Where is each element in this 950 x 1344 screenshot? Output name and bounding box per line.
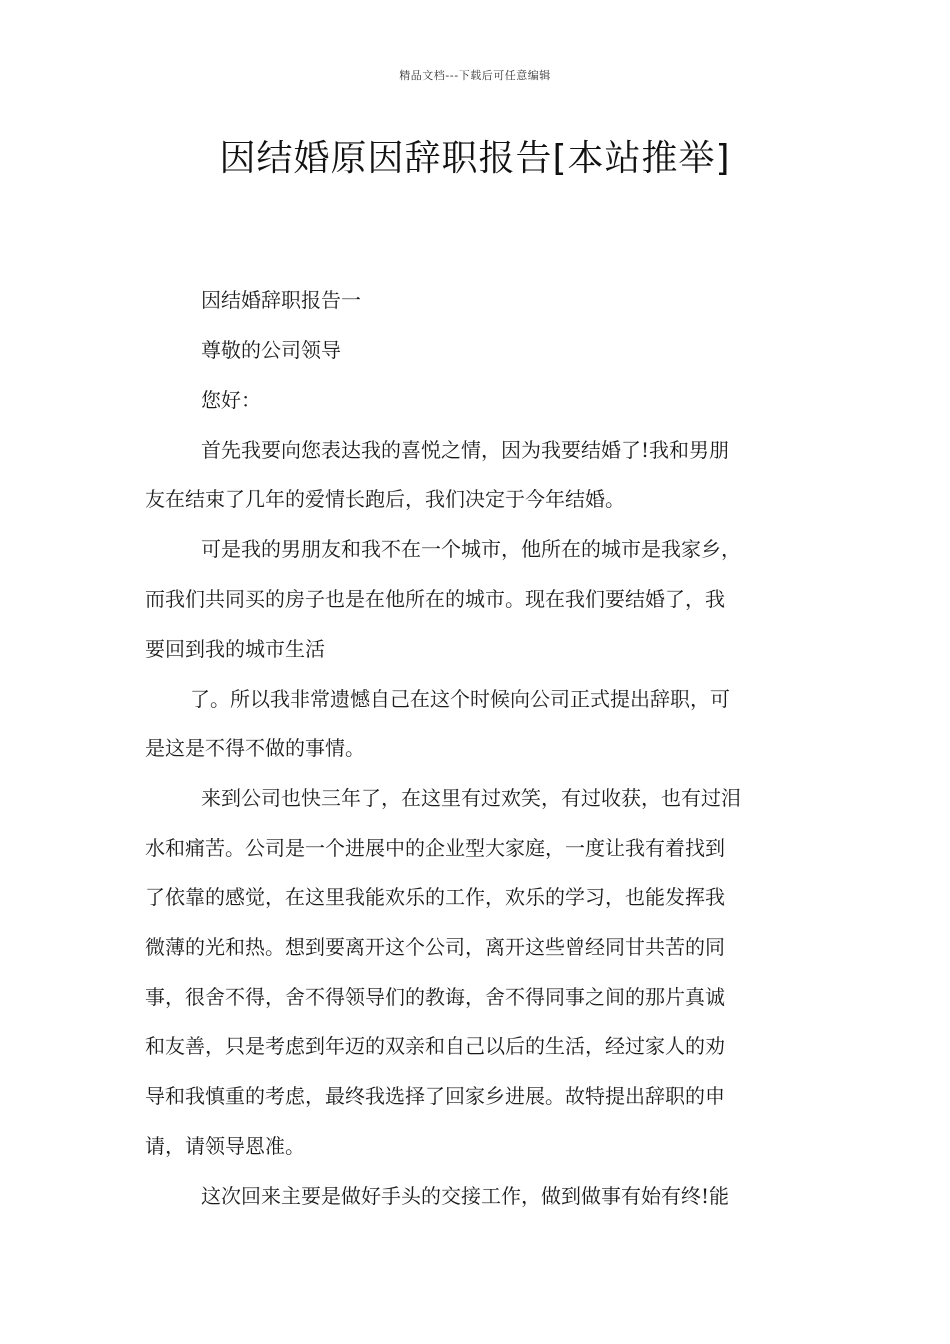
salutation: 尊敬的公司领导 (201, 338, 341, 362)
body-line: 是这是不得不做的事情。 (145, 736, 365, 760)
body-line: 了依靠的感觉，在这里我能欢乐的工作，欢乐的学习，也能发挥我 (145, 885, 725, 909)
body-line: 这次回来主要是做好手头的交接工作，做到做事有始有终!能 (201, 1184, 730, 1208)
body-line: 来到公司也快三年了，在这里有过欢笑，有过收获，也有过泪 (201, 786, 741, 810)
page-header: 精品文档---下载后可任意编辑 (399, 69, 551, 82)
document-title: 因结婚原因辞职报告[本站推举] (219, 138, 731, 179)
body-line: 而我们共同买的房子也是在他所在的城市。现在我们要结婚了，我 (145, 587, 725, 611)
body-line: 导和我慎重的考虑，最终我选择了回家乡进展。故特提出辞职的申 (145, 1084, 725, 1108)
body-line: 事，很舍不得，舍不得领导们的教诲，舍不得同事之间的那片真诚 (145, 985, 725, 1009)
body-line: 和友善，只是考虑到年迈的双亲和自己以后的生活，经过家人的劝 (145, 1034, 725, 1058)
greeting: 您好： (201, 388, 261, 412)
body-line: 首先我要向您表达我的喜悦之情，因为我要结婚了!我和男朋 (201, 438, 730, 462)
section-heading: 因结婚辞职报告一 (201, 288, 361, 312)
body-line: 友在结束了几年的爱情长跑后，我们决定于今年结婚。 (145, 487, 625, 511)
body-line: 微薄的光和热。想到要离开这个公司，离开这些曾经同甘共苦的同 (145, 935, 725, 959)
body-line: 可是我的男朋友和我不在一个城市，他所在的城市是我家乡， (201, 537, 741, 561)
body-line: 请，请领导恩准。 (145, 1134, 305, 1158)
body-line: 要回到我的城市生活 (145, 637, 325, 661)
body-line: 了。所以我非常遗憾自己在这个时候向公司正式提出辞职，可 (190, 687, 730, 711)
body-line: 水和痛苦。公司是一个进展中的企业型大家庭，一度让我有着找到 (145, 836, 725, 860)
